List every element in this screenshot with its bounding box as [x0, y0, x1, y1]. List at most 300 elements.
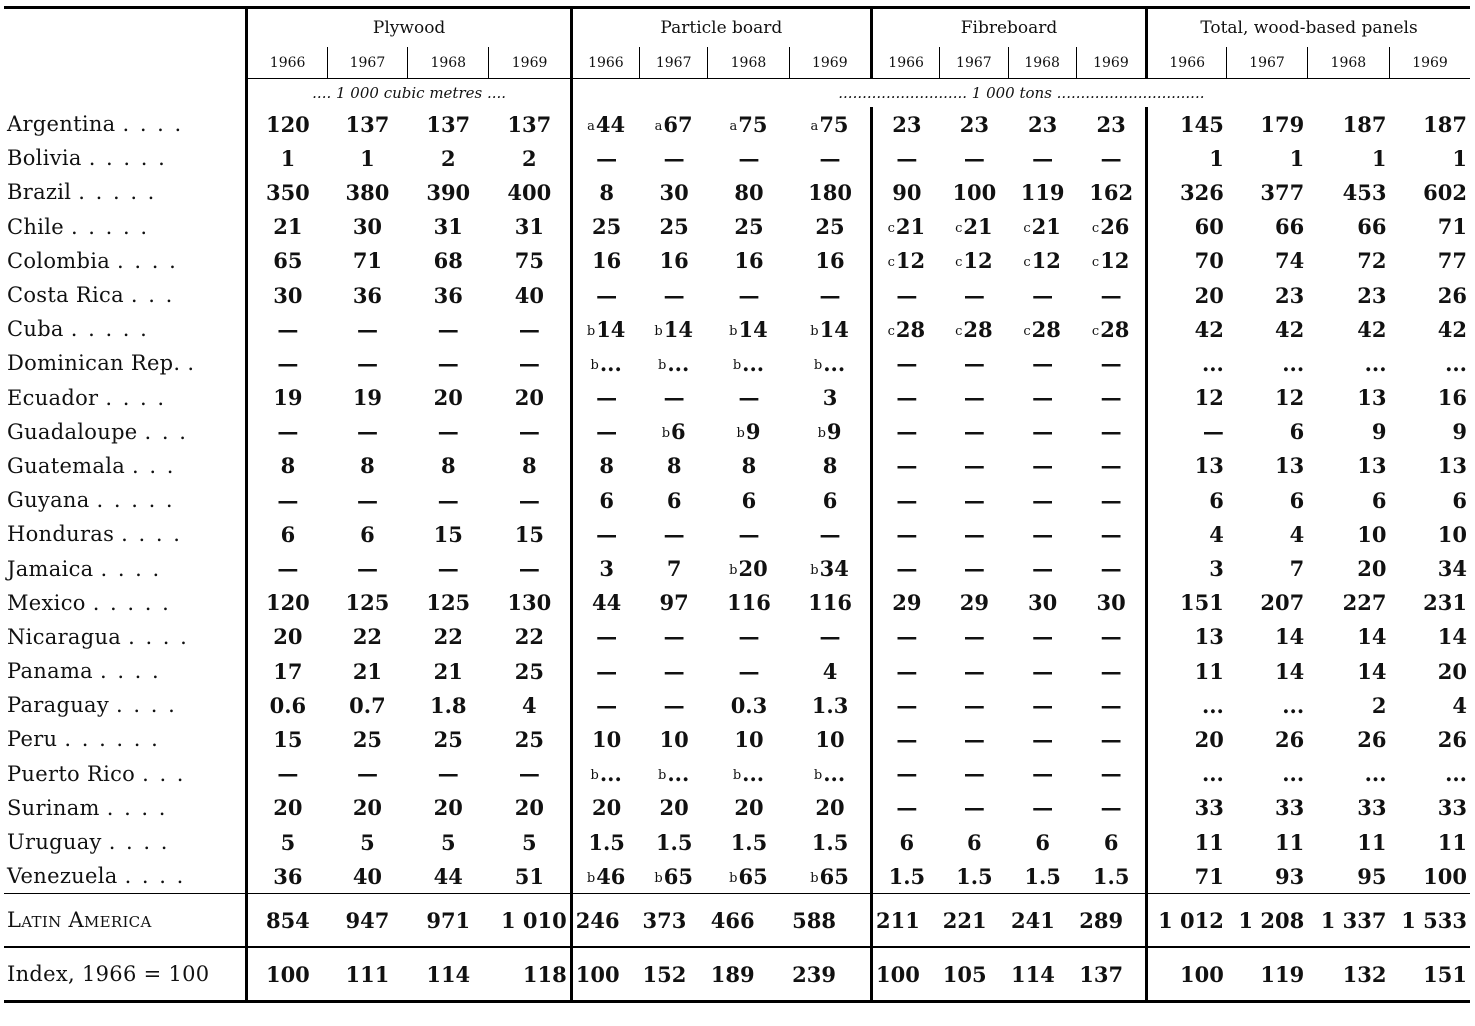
value-cell: 0.7 [349, 692, 386, 718]
value-cell [640, 107, 708, 141]
value-cell: — [247, 551, 327, 585]
value-cell [1076, 825, 1146, 859]
footnote-mark: b [654, 323, 663, 339]
value-cell: — [437, 761, 459, 787]
latin-america-total-row-value: 373 [640, 894, 708, 948]
country-cell [4, 688, 247, 722]
value-cell [871, 859, 939, 894]
footnote-mark: b [810, 563, 819, 579]
country-name: Peru [7, 727, 58, 752]
cell-value: 1.5 [730, 829, 768, 855]
total-value-cell: 14 [1274, 624, 1305, 650]
cell-value: ... [823, 350, 846, 376]
value-cell [940, 586, 1008, 620]
value-cell [940, 141, 1008, 175]
value-cell [1076, 244, 1146, 278]
value-cell [940, 620, 1008, 654]
value-cell [1008, 210, 1076, 244]
value-cell: 5 [360, 829, 375, 855]
value-cell: 75 [514, 248, 544, 274]
country-cell [4, 381, 247, 415]
value-cell: 22 [514, 624, 544, 650]
footnote-mark: c [1023, 255, 1031, 271]
total-value-cell: ... [1364, 350, 1387, 376]
total-value-cell: 9 [1371, 419, 1387, 445]
cell-value: 1.5 [1024, 863, 1061, 889]
value-cell: — [247, 346, 327, 380]
value-cell [1008, 278, 1076, 312]
cell-value: — [963, 624, 985, 650]
index-row-value: 132 [1307, 947, 1389, 1002]
value-cell [708, 175, 789, 209]
value-cell [1076, 551, 1146, 585]
country-name: Nicaragua [7, 624, 122, 649]
cell-value: 67 [663, 111, 693, 137]
latin-america-total-row-value: 221 [940, 894, 1008, 948]
table-row [4, 483, 1470, 517]
index-row-value: 151 [1390, 947, 1470, 1002]
value-cell [1008, 141, 1076, 175]
latin-america-total-row-value: 1 533 [1390, 894, 1470, 948]
total-value-cell: 66 [1357, 214, 1387, 240]
value-cell: — [356, 761, 378, 787]
value-cell [940, 381, 1008, 415]
value-cell [940, 415, 1008, 449]
year-header: 1969 [789, 47, 871, 79]
group-header-total: Total, wood-based panels [1147, 8, 1470, 48]
leader-dots: . . . [144, 419, 188, 444]
total-value-cell: 207 [1260, 590, 1305, 616]
value-cell: 36 [433, 282, 463, 308]
cell-value: — [963, 385, 985, 411]
cell-value: — [963, 521, 985, 547]
cell-value: — [1100, 385, 1122, 411]
value-cell: 25 [514, 658, 544, 684]
cell-value: — [1032, 487, 1054, 513]
leader-dots: . . . . . [70, 214, 150, 239]
country-cell [4, 620, 247, 654]
country-cell [4, 107, 247, 141]
cell-value: — [1100, 556, 1122, 582]
cell-value: — [1032, 761, 1054, 787]
value-cell [940, 757, 1008, 791]
value-cell: — [356, 316, 378, 342]
cell-value: 8 [599, 453, 614, 479]
cell-value: 20 [734, 795, 764, 821]
cell-value: 6 [741, 487, 757, 513]
value-cell: 25 [514, 726, 544, 752]
total-value-cell: 26 [1437, 282, 1467, 308]
total-value-cell: 179 [1260, 111, 1305, 137]
table-row [4, 346, 1470, 380]
value-cell: 17 [247, 654, 327, 688]
value-cell: 1 [247, 141, 327, 175]
total-value-cell: 2 [1371, 692, 1387, 718]
leader-dots: . . . . . [92, 590, 171, 615]
value-cell: — [518, 487, 540, 513]
leader-dots: . . . . . . [64, 727, 160, 752]
total-value-cell: 227 [1342, 590, 1387, 616]
cell-value: — [1100, 658, 1122, 684]
value-cell [571, 791, 639, 825]
latin-america-total-row-value: 588 [789, 894, 871, 948]
year-header: 1966 [871, 47, 939, 79]
year-header: 1968 [708, 47, 789, 79]
year-header: 1966 [571, 47, 639, 79]
country-cell [4, 415, 247, 449]
cell-value: 23 [892, 111, 922, 137]
value-cell [708, 825, 789, 859]
value-cell [789, 654, 871, 688]
cell-value: 14 [663, 316, 693, 342]
value-cell: — [518, 761, 540, 787]
cell-value: ... [599, 761, 622, 787]
value-cell [940, 483, 1008, 517]
value-cell [940, 722, 1008, 756]
table-row [4, 551, 1470, 585]
cell-value: 65 [663, 863, 693, 889]
value-cell [1076, 757, 1146, 791]
table-row [4, 107, 1470, 141]
cell-value: 16 [734, 248, 764, 274]
country-name: Puerto Rico [7, 761, 136, 786]
table-row [4, 757, 1470, 791]
value-cell [940, 517, 1008, 551]
year-header: 1966 [247, 47, 327, 79]
value-cell [1008, 722, 1076, 756]
total-value-cell: ... [1147, 346, 1227, 380]
value-cell: — [437, 350, 459, 376]
cell-value: 8 [741, 453, 757, 479]
cell-value: 97 [659, 590, 689, 616]
value-cell: 0.6 [247, 688, 327, 722]
footnote-mark: b [590, 357, 599, 373]
leader-dots: . . . . [121, 522, 182, 547]
value-cell [1008, 757, 1076, 791]
value-cell [871, 825, 939, 859]
value-cell [640, 859, 708, 894]
leader-dots: . . . . [99, 659, 161, 684]
value-cell: 5 [522, 829, 537, 855]
value-cell: 137 [507, 111, 552, 137]
total-value-cell: 95 [1357, 863, 1387, 889]
leader-dots: . . . . . [96, 488, 175, 513]
country-name: Guatemala [7, 453, 126, 478]
group-header-plywood: Plywood [247, 8, 571, 48]
value-cell: 15 [247, 722, 327, 756]
cell-value: — [738, 521, 760, 547]
country-name: Paraguay [7, 693, 110, 718]
cell-value: 3 [822, 385, 838, 411]
table-body [4, 79, 1470, 1002]
total-value-cell: 14 [1274, 658, 1305, 684]
value-cell [1008, 517, 1076, 551]
cell-value: — [896, 419, 918, 445]
cell-value: — [896, 282, 918, 308]
total-value-cell: 4 [1289, 521, 1305, 547]
total-value-cell: 20 [1147, 722, 1227, 756]
cell-value: — [596, 658, 618, 684]
table-row [4, 688, 1470, 722]
total-value-cell: 66 [1274, 214, 1305, 240]
cell-value: — [663, 385, 685, 411]
value-cell: — [247, 312, 327, 346]
country-cell [4, 791, 247, 825]
cell-value: — [896, 624, 918, 650]
footnote-mark: b [732, 768, 742, 784]
cell-value: — [1100, 145, 1122, 171]
country-cell [4, 449, 247, 483]
cell-value: — [663, 624, 685, 650]
value-cell: — [518, 316, 540, 342]
value-cell: 44 [433, 863, 463, 889]
year-header: 1967 [327, 47, 407, 79]
value-cell: 8 [522, 453, 537, 479]
value-cell [571, 620, 639, 654]
latin-america-total-row-value: 289 [1076, 894, 1146, 948]
cell-value: — [896, 145, 918, 171]
value-cell: 137 [426, 111, 471, 137]
value-cell [708, 654, 789, 688]
cell-value: 0.3 [730, 692, 768, 718]
value-cell [940, 346, 1008, 380]
leader-dots: . . . . [117, 248, 178, 273]
value-cell: — [356, 419, 378, 445]
cell-value: — [1032, 692, 1054, 718]
cell-value: 119 [1020, 179, 1065, 205]
year-header-row [4, 47, 1470, 79]
cell-value: 29 [892, 590, 922, 616]
country-cell [4, 551, 247, 585]
footnote-mark: a [587, 118, 595, 134]
value-cell [871, 517, 939, 551]
leader-dots: . . . . [122, 112, 184, 137]
cell-value: 1.5 [1092, 863, 1130, 889]
cell-value: ... [599, 350, 622, 376]
cell-value: 30 [1028, 590, 1058, 616]
value-cell [940, 312, 1008, 346]
value-cell [1076, 278, 1146, 312]
total-value-cell: 33 [1274, 795, 1305, 821]
leader-dots: . . . . [100, 556, 162, 581]
cell-value: — [663, 145, 685, 171]
country-cell [4, 483, 247, 517]
value-cell: 31 [514, 214, 544, 240]
value-cell: 21 [352, 658, 383, 684]
value-cell [571, 312, 639, 346]
index-row-value: 100 [247, 947, 327, 1002]
value-cell [571, 244, 639, 278]
value-cell [640, 757, 708, 791]
index-row-value: 152 [640, 947, 708, 1002]
cell-value: — [819, 624, 841, 650]
total-value-cell: 20 [1357, 556, 1387, 582]
country-name: Ecuador [7, 385, 99, 410]
cell-value: — [1100, 350, 1122, 376]
value-cell [789, 415, 871, 449]
cell-value: 23 [1096, 111, 1126, 137]
value-cell [871, 654, 939, 688]
cell-value: 26 [1100, 214, 1130, 240]
index-row-value: 114 [408, 947, 489, 1002]
value-cell [640, 791, 708, 825]
cell-value: — [819, 521, 841, 547]
cell-value: 12 [1100, 248, 1130, 274]
total-value-cell: 11 [1437, 829, 1467, 855]
total-value-cell: 14 [1357, 658, 1387, 684]
value-cell [871, 244, 939, 278]
cell-value: ... [742, 761, 765, 787]
country-name: Cuba [7, 317, 64, 342]
value-cell [789, 825, 871, 859]
value-cell [1076, 381, 1146, 415]
cell-value: 116 [727, 590, 771, 616]
total-value-cell: 326 [1147, 175, 1227, 209]
index-row-value: 137 [1076, 947, 1146, 1002]
cell-value: 28 [1100, 316, 1130, 342]
index-row-value: 118 [489, 947, 571, 1002]
total-value-cell: 602 [1423, 179, 1467, 205]
index-row-label: Index, 1966 = 100 [4, 947, 247, 1002]
value-cell [640, 312, 708, 346]
cell-value: — [963, 658, 985, 684]
value-cell [1008, 449, 1076, 483]
leader-dots: . . . . [128, 624, 189, 649]
cell-value: — [896, 726, 918, 752]
total-value-cell: 26 [1274, 726, 1305, 752]
value-cell [871, 141, 939, 175]
country-name: Uruguay [7, 830, 102, 855]
country-name: Surinam [7, 795, 100, 820]
total-value-cell: 33 [1437, 795, 1467, 821]
cell-value: 20 [592, 795, 622, 821]
value-cell [640, 825, 708, 859]
country-cell [4, 312, 247, 346]
value-cell [571, 107, 639, 141]
value-cell [871, 449, 939, 483]
cell-value: 90 [892, 179, 922, 205]
value-cell [1076, 654, 1146, 688]
total-value-cell: 6 [1371, 487, 1387, 513]
cell-value: — [963, 726, 985, 752]
value-cell [571, 278, 639, 312]
value-cell: — [356, 487, 378, 513]
value-cell: — [247, 415, 327, 449]
cell-value: — [1032, 521, 1054, 547]
value-cell [571, 688, 639, 722]
value-cell: 1 [360, 145, 375, 171]
footnote-mark: b [813, 768, 823, 784]
total-value-cell: 42 [1147, 312, 1227, 346]
cell-value: 21 [963, 214, 993, 240]
cell-value: 25 [659, 214, 689, 240]
value-cell [789, 107, 871, 141]
index-row-value: 119 [1227, 947, 1307, 1002]
cell-value: — [663, 282, 685, 308]
value-cell: 22 [352, 624, 383, 650]
value-cell [1076, 688, 1146, 722]
total-value-cell: 26 [1357, 726, 1387, 752]
value-cell [571, 210, 639, 244]
cell-value: 6 [599, 487, 614, 513]
value-cell [940, 107, 1008, 141]
value-cell: — [437, 419, 459, 445]
cell-value: — [1100, 761, 1122, 787]
total-value-cell: 72 [1357, 248, 1387, 274]
value-cell: 71 [352, 248, 383, 274]
value-cell [789, 859, 871, 894]
footnote-mark: b [586, 870, 596, 886]
leader-dots: . . . . [105, 385, 167, 410]
total-value-cell: 11 [1147, 825, 1227, 859]
cell-value: — [1032, 658, 1054, 684]
units-plywood: .... 1 000 cubic metres .... [247, 79, 571, 108]
cell-value: 6 [899, 829, 915, 855]
country-name: Guyana [7, 488, 90, 513]
value-cell: — [356, 556, 378, 582]
cell-value: 16 [659, 248, 689, 274]
leader-dots: . . . . [108, 830, 170, 855]
cell-value: 16 [592, 248, 622, 274]
cell-value: 20 [815, 795, 845, 821]
value-cell [640, 483, 708, 517]
value-cell: — [518, 419, 540, 445]
table-row [4, 791, 1470, 825]
cell-value: 46 [596, 863, 626, 889]
cell-value: — [1032, 556, 1054, 582]
cell-value: 1.5 [956, 863, 993, 889]
cell-value: — [963, 419, 985, 445]
value-cell [708, 483, 789, 517]
footnote-mark: c [887, 221, 895, 237]
value-cell: 36 [352, 282, 383, 308]
total-value-cell: 453 [1342, 179, 1387, 205]
footnote-mark: c [1091, 323, 1100, 339]
cell-value: 10 [592, 726, 622, 752]
cell-value: — [963, 556, 985, 582]
footnote-mark: c [955, 221, 963, 237]
total-value-cell: 77 [1437, 248, 1467, 274]
value-cell: 5 [440, 829, 456, 855]
cell-value: ... [667, 761, 690, 787]
cell-value: 65 [819, 863, 849, 889]
value-cell: — [356, 350, 378, 376]
value-cell [940, 175, 1008, 209]
cell-value: — [596, 145, 618, 171]
cell-value: 9 [826, 419, 842, 445]
country-cell [4, 346, 247, 380]
cell-value: 75 [738, 111, 768, 137]
cell-value: 6 [822, 487, 838, 513]
total-value-cell: 42 [1357, 316, 1387, 342]
footnote-mark: b [810, 870, 819, 886]
year-header: 1967 [940, 47, 1008, 79]
value-cell: 6 [360, 521, 375, 547]
latin-america-total-row-value: 1 208 [1227, 894, 1307, 948]
latin-america-total-row-value: 1 012 [1147, 894, 1227, 948]
value-cell [1008, 346, 1076, 380]
cell-value: 6 [1103, 829, 1119, 855]
table-row [4, 278, 1470, 312]
value-cell [1008, 586, 1076, 620]
value-cell [708, 107, 789, 141]
cell-value: 6 [666, 487, 682, 513]
total-value-cell: 151 [1147, 586, 1227, 620]
total-value-cell: 60 [1147, 210, 1227, 244]
total-value-cell: 20 [1437, 658, 1467, 684]
value-cell [871, 312, 939, 346]
year-header: 1968 [1008, 47, 1076, 79]
